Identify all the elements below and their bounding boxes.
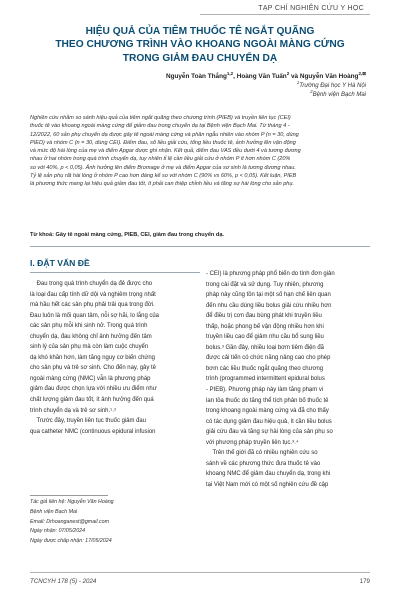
keywords-text: Gây tê ngoài màng cứng, PIEB, CEI, giảm đau trong chuyển dạ. bbox=[53, 232, 224, 238]
body-line: - CEI) là phương pháp phổ biến do tính đơn giản bbox=[206, 271, 335, 277]
author-list bbox=[165, 70, 366, 80]
author-1-affiliation: 1,2 bbox=[226, 70, 234, 76]
author-separator-and: và bbox=[289, 73, 300, 80]
author-2: Hoàng Văn Tuấn bbox=[236, 73, 287, 80]
body-line: sinh lý của sản phụ mà còn làm cuộc chuyển bbox=[30, 344, 149, 351]
keywords-rule bbox=[30, 246, 370, 247]
body-line: ngoài màng cứng (NMC) vẫn là phương pháp bbox=[30, 375, 151, 382]
body-line: Đau luôn là mối quan tâm, nỗi sợ hãi, lo lắng của bbox=[30, 312, 159, 319]
footnote-line: Bệnh viện Bạch Mai bbox=[30, 508, 78, 515]
title-line-3: TRONG GIẢM ĐAU CHUYỂN DẠ bbox=[122, 52, 278, 64]
right-column bbox=[206, 269, 370, 490]
author-3: Nguyễn Văn Hoàng bbox=[299, 73, 359, 80]
page-number: 179 bbox=[359, 578, 370, 585]
footnote-accepted-date: Ngày được chấp nhận: 17/05/2024 bbox=[30, 538, 112, 545]
body-line: qua catheter NMC (continuous epidural infusion bbox=[30, 428, 156, 435]
body-line: với phương pháp truyền liên tục.³˒⁴ bbox=[206, 439, 299, 446]
body-line: trình (programmed intermittent epidural bolus bbox=[206, 376, 325, 383]
body-line: bolus.³ Gần đây, nhiều loại bơm tiêm điện đã bbox=[206, 344, 324, 351]
author-separator: , bbox=[233, 73, 237, 80]
body-line: pháp này cũng tồn tại một số hạn chế liên quan bbox=[206, 292, 331, 299]
footnote-email: Email: Drhoanganest@gmail.com bbox=[30, 518, 109, 525]
body-line: trong khoang ngoài màng cứng và đã cho thấy bbox=[206, 408, 329, 415]
body-line: chất lượng giảm đau tốt, ít ảnh hưởng đến quá bbox=[30, 397, 154, 404]
abstract-line: 12/2022, 60 sản phụ chuyển dạ được gây tê ngoài màng cứng và phân ngẫu nhiên vào nhóm P (n = 30, dùng bbox=[30, 131, 299, 138]
abstract bbox=[30, 114, 370, 189]
body-line: sánh về các phương thức đưa thuốc tê vào bbox=[206, 460, 321, 467]
footer-rule bbox=[30, 572, 370, 573]
body-line: - PIEB). Phương pháp này làm tăng phạm vi bbox=[206, 387, 324, 394]
abstract-line: Nghiên cứu nhằm so sánh hiệu quả của tiêm ngắt quãng theo chương trình (PIEB) và truyền liên tục (CEI) bbox=[30, 115, 291, 121]
body-line: giảm đau được chọn lựa với nhiều ưu điểm như bbox=[30, 386, 157, 393]
footnote-line: Tác giả liên hệ: Nguyễn Văn Hoàng bbox=[30, 499, 114, 505]
footnote-received-date: Ngày nhận: 07/05/2024 bbox=[30, 528, 86, 535]
body-line: được cải tiến có chức năng nâng cao cho phép bbox=[206, 355, 331, 362]
body-line: truyền liều cao để giảm nhu cầu bổ sung liều bbox=[206, 334, 324, 341]
corresponding-author-footnote bbox=[30, 498, 114, 547]
title-line-1: HIỆU QUẢ CỦA TIÊM THUỐC TÊ NGẮT QUÃNG bbox=[85, 26, 315, 37]
affiliation-2: $^2$Bệnh viện Bạch Mai bbox=[310, 89, 366, 98]
left-column bbox=[30, 279, 192, 437]
body-line: cho sản phụ và trẻ sơ sinh. Cho đến nay, gây tê bbox=[30, 365, 156, 372]
article-title bbox=[24, 25, 376, 65]
body-line: Đau trong quá trình chuyển dạ đẻ được cho bbox=[30, 281, 153, 287]
abstract-line: thuốc tê vào khoang ngoài màng cứng để giảm đau trong chuyển dạ tại Bệnh viện Bạch Mai. Từ tháng 4 - bbox=[30, 123, 290, 130]
abstract-line: PIED) và nhóm C (n = 30, dùng CEI). Điểm đau, số liều giải cứu, tổng liều thuốc tê, ảnh hưởng lên vận động bbox=[30, 139, 296, 146]
body-line: dạ khó khăn hơn, làm tăng nguy cơ biến chứng bbox=[30, 354, 155, 361]
author-2-affiliation: 2 bbox=[286, 70, 290, 76]
author-1: Nguyễn Toàn Thắng bbox=[165, 73, 227, 80]
body-line: giải cứu đau và tăng sự hài lòng của sản phụ so bbox=[206, 429, 333, 436]
author-3-affiliation: 2,⊠ bbox=[358, 70, 366, 76]
body-line: là loại đau cấp tính dữ dội và nghiêm trọng nhất bbox=[30, 291, 156, 298]
footnote-rule bbox=[30, 495, 108, 496]
abstract-line: Tỷ lệ sản phụ rất hài lòng ở nhóm P cao hơn đáng kể so với nhóm C (90% vs 60%, p < 0,05). Kết luận, PIEB bbox=[30, 173, 297, 180]
header-rule bbox=[200, 14, 370, 15]
section-underline bbox=[30, 272, 200, 273]
body-line: khoang NMC để giảm đau chuyển dạ, trong khi bbox=[206, 471, 331, 478]
abstract-line: và mức độ hài lòng của mẹ và điểm Apgar được ghi nhận. Kết quả, điểm đau VAS đều dưới 4 và tương đương bbox=[30, 148, 301, 155]
body-line: trong cài đặt và sử dụng. Tuy nhiên, phương bbox=[206, 281, 324, 288]
body-line: Trước đây, truyền liên tục thuốc giảm đau bbox=[30, 418, 147, 425]
title-line-2: THEO CHƯƠNG TRÌNH VÀO KHOANG NGOÀI MÀNG CỨNG bbox=[55, 39, 345, 51]
body-line: thấp, hoặc phong bế vận động nhiều hơn khi bbox=[206, 323, 324, 330]
footer-journal-issue: TCNCYH 178 (5) - 2024 bbox=[30, 578, 97, 585]
abstract-line: là phương thức mang lại hiệu quả giảm đau tốt, ít phải can thiệp chỉnh liều và tăng sự hài lòng cho sản phụ. bbox=[30, 181, 294, 188]
section-heading: I. ĐẶT VẤN ĐỀ bbox=[30, 258, 90, 268]
affiliation-1: $^1$Trường Đại học Y Hà Nội bbox=[296, 80, 366, 89]
abstract-line: nhau ở hai nhóm trong quá trình chuyển dạ, tuy nhiên tỉ lệ cần liều giải cứu ở nhóm P ít hơn nhóm C (20% bbox=[30, 156, 291, 163]
body-line: bơm các liều thuốc ngắt quãng theo chương bbox=[206, 365, 324, 372]
body-line: trình chuyển dạ và trẻ sơ sinh.¹˒² bbox=[30, 407, 117, 414]
body-line: để điều trị cơn đau bùng phát khi truyền liều bbox=[206, 313, 322, 320]
keywords-label: Từ khoá: bbox=[30, 232, 54, 238]
body-line: mà hầu hết các sản phụ phải trải qua trong đời. bbox=[30, 302, 155, 309]
keywords bbox=[30, 232, 224, 238]
body-line: lan tỏa thuốc do tăng thể tích phân bố thuốc tê bbox=[206, 397, 329, 404]
journal-name: TẠP CHÍ NGHIÊN CỨU Y HỌC bbox=[258, 5, 364, 12]
abstract-line: so với 40%, p < 0,05). Ảnh hưởng lên điểm Bromage ở mẹ và điểm Apgar của sơ sinh là tương đương nhau. bbox=[30, 164, 296, 171]
body-line: tại Việt Nam mới có một số nghiên cứu đề cập bbox=[206, 481, 329, 488]
body-line: có tác dụng giảm đau hiệu quả, ít cần liều bolus bbox=[206, 418, 332, 425]
body-line: đến nhu cầu dùng liều bolus giải cứu nhiều hơn bbox=[206, 302, 332, 309]
body-line: các sản phụ mỗi khi sinh nở. Trong quá trình bbox=[30, 323, 148, 330]
body-line: chuyển dạ, đau không chỉ ảnh hưởng đến tâm bbox=[30, 333, 152, 340]
body-line: Trên thế giới đã có nhiều nghiên cứu so bbox=[206, 450, 318, 457]
